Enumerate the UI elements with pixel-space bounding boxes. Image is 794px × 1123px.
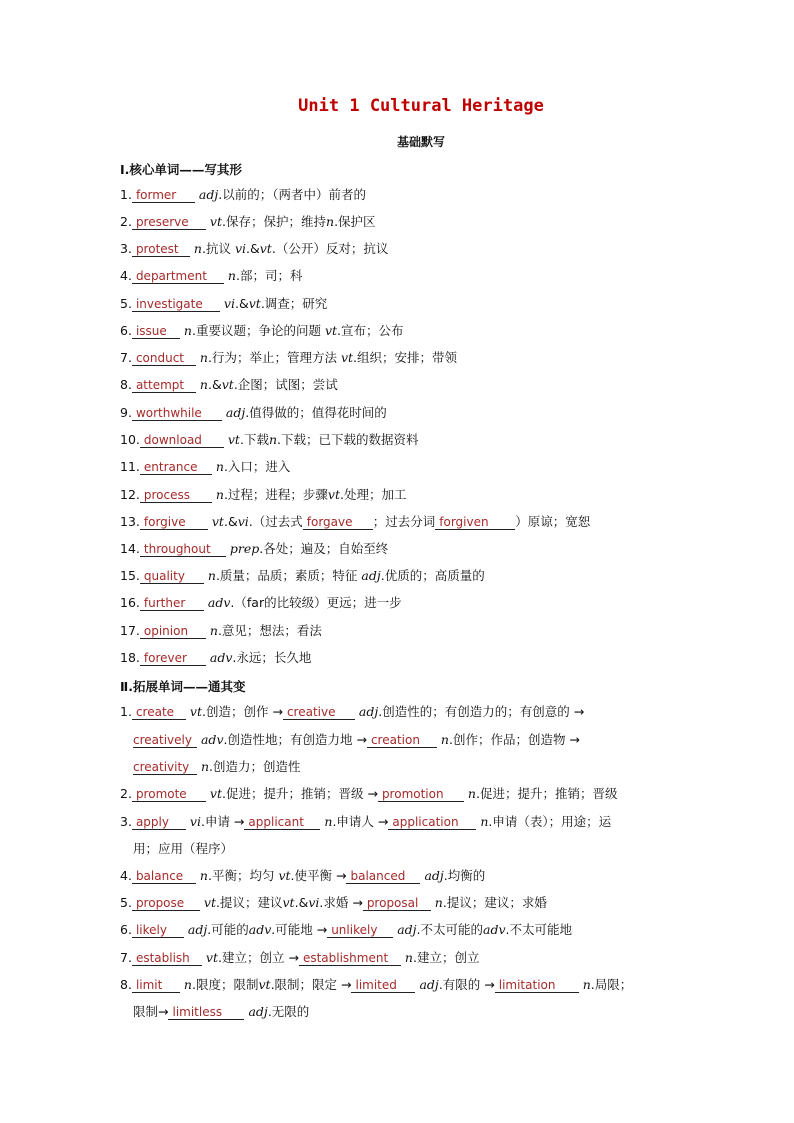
answer-blank[interactable]: department (132, 269, 224, 284)
answer-blank[interactable]: further (140, 596, 204, 611)
list-item: 18. forever adv.永远；长久地 (120, 650, 312, 665)
answer-blank[interactable]: forgiven (435, 515, 515, 530)
list-item: 8. attempt n.&vt.企图；试图；尝试 (120, 377, 338, 392)
answer-blank[interactable]: creativity (133, 760, 197, 775)
answer-blank[interactable]: process (140, 488, 212, 503)
answer-blank[interactable]: preserve (132, 215, 206, 230)
section-heading-core-words: Ⅰ.核心单词——写其形 (120, 162, 242, 177)
list-item: 6. issue n.重要议题；争论的问题 vt.宣布；公布 (120, 323, 404, 338)
list-item: 2. preserve vt.保存；保护；维持n.保护区 (120, 214, 376, 229)
list-item: 17. opinion n.意见；想法；看法 (120, 623, 322, 638)
list-item: 5. propose vt.提议；建议vt.&vi.求婚 → proposal n.提议；建议；求婚 (120, 895, 547, 910)
answer-blank[interactable]: likely (132, 923, 184, 938)
answer-blank[interactable]: limitation (495, 978, 579, 993)
list-item-continued: 用；应用（程序） (133, 841, 234, 856)
list-item-continued: 限制→ limitless adj.无限的 (133, 1004, 310, 1019)
answer-blank[interactable]: establish (132, 951, 202, 966)
list-item: 14. throughout prep.各处；遍及；自始至终 (120, 541, 389, 556)
list-item: 13. forgive vt.&vi.（过去式 forgave ；过去分词 forgiven ）原谅；宽恕 (120, 514, 591, 529)
list-item: 8. limit n.限度；限制vt.限制；限定 → limited adj.有限的 → limitation n.局限； (120, 977, 633, 992)
answer-blank[interactable]: attempt (132, 378, 196, 393)
list-item: 4. department n.部；司；科 (120, 268, 303, 283)
page-title: Unit 1 Cultural Heritage (298, 96, 544, 116)
answer-blank[interactable]: balanced (346, 869, 420, 884)
answer-blank[interactable]: conduct (132, 351, 196, 366)
list-item: 3. protest n.抗议 vi.&vt.（公开）反对；抗议 (120, 241, 389, 256)
answer-blank[interactable]: limited (351, 978, 415, 993)
answer-blank[interactable]: applicant (244, 815, 320, 830)
list-item: 5. investigate vi.&vt.调查；研究 (120, 296, 328, 311)
list-item: 12. process n.过程；进程；步骤vt.处理；加工 (120, 487, 407, 502)
list-item: 6. likely adj.可能的adv.可能地 → unlikely adj.不太可能的adv.不太可能地 (120, 922, 573, 937)
list-item: 16. further adv.（far的比较级）更远；进一步 (120, 595, 402, 610)
answer-blank[interactable]: forgave (303, 515, 373, 530)
list-item: 11. entrance n.入口；进入 (120, 459, 291, 474)
answer-blank[interactable]: propose (132, 896, 200, 911)
answer-blank[interactable]: promotion (378, 787, 464, 802)
answer-blank[interactable]: former (132, 188, 195, 203)
list-item: 7. conduct n.行为；举止；管理方法 vt.组织；安排；带领 (120, 350, 458, 365)
answer-blank[interactable]: download (140, 433, 224, 448)
answer-blank[interactable]: application (388, 815, 476, 830)
answer-blank[interactable]: limit (132, 978, 180, 993)
answer-blank[interactable]: creatively (133, 733, 197, 748)
answer-blank[interactable]: worthwhile (132, 406, 222, 421)
list-item-continued: creativity n.创造力；创造性 (133, 759, 301, 774)
list-item: 1. former adj.以前的；（两者中）前者的 (120, 187, 366, 202)
answer-blank[interactable]: throughout (140, 542, 226, 557)
answer-blank[interactable]: creative (283, 705, 355, 720)
answer-blank[interactable]: forever (140, 651, 206, 666)
answer-blank[interactable]: apply (132, 815, 186, 830)
list-item: 3. apply vi.申请 → applicant n.申请人 → application n.申请（表）；用途；运 (120, 814, 612, 829)
answer-blank[interactable]: forgive (140, 515, 208, 530)
answer-blank[interactable]: establishment (299, 951, 401, 966)
section-heading-extended-words: Ⅱ.拓展单词——通其变 (120, 679, 246, 694)
list-item: 2. promote vt.促进；提升；推销；晋级 → promotion n.促进；提升；推销；晋级 (120, 786, 618, 801)
answer-blank[interactable]: quality (140, 569, 204, 584)
answer-blank[interactable]: investigate (132, 297, 220, 312)
answer-blank[interactable]: protest (132, 242, 190, 257)
list-item: 9. worthwhile adj.值得做的；值得花时间的 (120, 405, 387, 420)
answer-blank[interactable]: limitless (168, 1005, 244, 1020)
list-item: 10. download vt.下载n.下载；已下载的数据资料 (120, 432, 419, 447)
list-item: 4. balance n.平衡；均匀 vt.使平衡 → balanced adj.均衡的 (120, 868, 486, 883)
list-item: 7. establish vt.建立；创立 → establishment n.建立；创立 (120, 950, 480, 965)
list-item-continued: creatively adv.创造性地；有创造力地 → creation n.创作；作品；创造物 → (133, 732, 580, 747)
answer-blank[interactable]: issue (132, 324, 180, 339)
answer-blank[interactable]: create (132, 705, 186, 720)
answer-blank[interactable]: proposal (363, 896, 431, 911)
list-item: 1. create vt.创造；创作 → creative adj.创造性的；有创造力的；有创意的 → (120, 704, 585, 719)
answer-blank[interactable]: creation (367, 733, 437, 748)
list-item: 15. quality n.质量；品质；素质；特征 adj.优质的；高质量的 (120, 568, 485, 583)
answer-blank[interactable]: unlikely (327, 923, 393, 938)
answer-blank[interactable]: opinion (140, 624, 206, 639)
answer-blank[interactable]: balance (132, 869, 196, 884)
page-subtitle: 基础默写 (396, 135, 445, 149)
answer-blank[interactable]: promote (132, 787, 206, 802)
answer-blank[interactable]: entrance (140, 460, 212, 475)
